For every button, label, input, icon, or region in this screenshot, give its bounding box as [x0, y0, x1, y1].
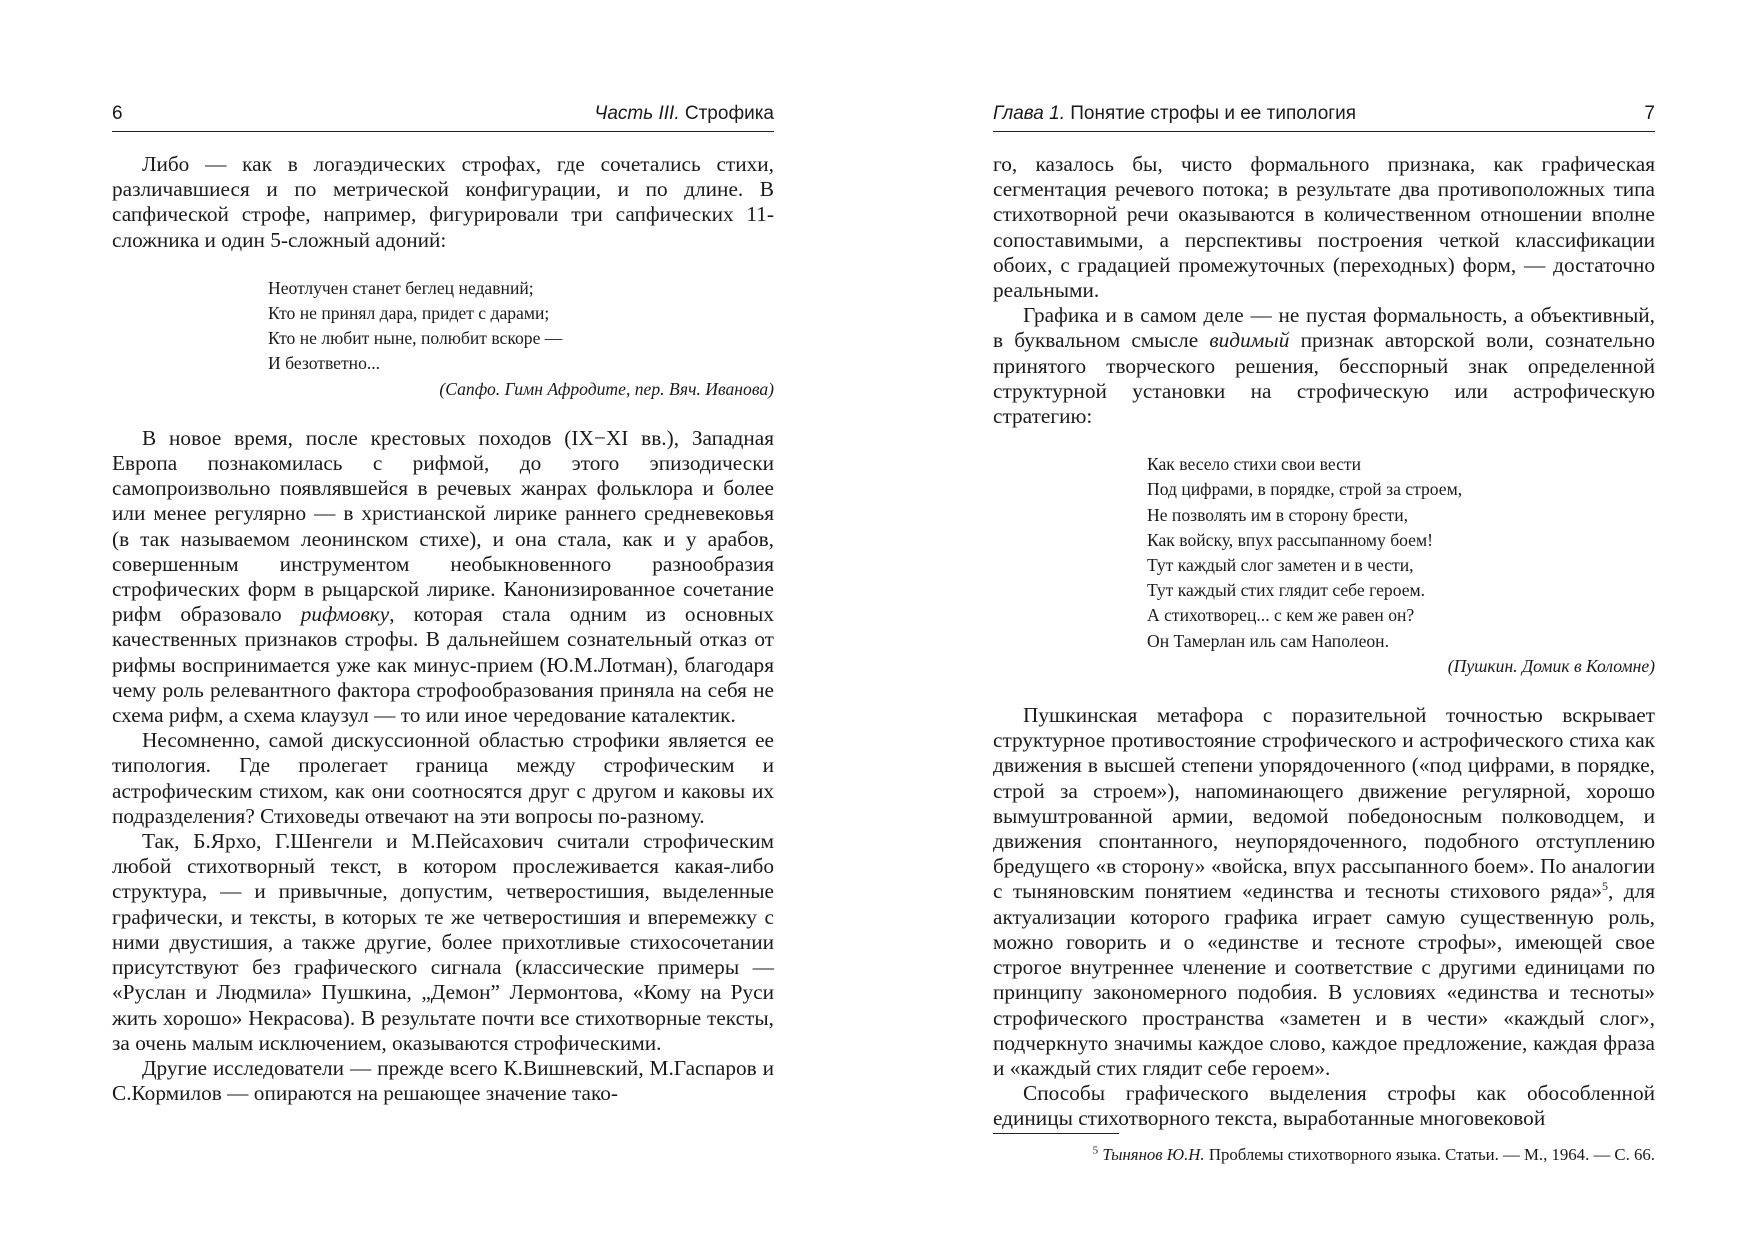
paragraph [112, 426, 774, 728]
verse-line: А стихотворец... с кем же равен он? [1147, 605, 1415, 626]
paragraph-text: признак авторской воли, сознательно принятого творческого решения, бесспорный знак определенной структурной установки на строфическую или астрофическую стратегию: [993, 328, 1655, 429]
footnote-text: Проблемы стихотворного языка. Статьи. — М., 1964. — С. 66. [1204, 1145, 1655, 1164]
paragraph-text: , которая стала одним из основных качественных признаков строфы. В дальнейшем сознательный отказ от рифмы воспринимается уже как минус-прием (Ю.М.Лотман), благодаря чему роль релевантного фактора строфообразования приняла на себя не схема рифм, а схема клаузул — то или иное чередование каталектик. [112, 602, 774, 728]
paragraph: Другие исследователи — прежде всего К.Вишневский, М.Гаспаров и С.Кормилов — опираются на решающее значение тако- [112, 1055, 774, 1106]
footnote-author: Тынянов Ю.Н. [1102, 1145, 1205, 1164]
verse-line: Он Тамерлан иль сам Наполеон. [1147, 630, 1389, 651]
pushkin-verse-quote [993, 452, 1655, 679]
part-label: Часть III. [594, 103, 680, 124]
paragraph: Либо — как в логаэдических строфах, где сочетались стихи, различавшиеся и по метрической конфигурации, и по длине. В сапфической строфе, например, фигурировали три сапфических 11-сложника и один 5-сложный адоний: [112, 152, 774, 252]
part-title [595, 103, 774, 125]
paragraph [993, 703, 1655, 1081]
paragraph: Несомненно, самой дискуссионной областью строфики является ее типология. Где пролегает граница между строфическим и астрофическим стихом, как они соотносятся друг с другом и каковы их подразделения? Стиховеды отвечают на эти вопросы по-разному. [112, 728, 774, 828]
verse-line: Под цифрами, в порядке, строй за строем, [1147, 479, 1463, 500]
paragraph-text: , для актуализации которого графика играет самую существенную роль, можно говорить и о «единстве и тесноте строфы», имеющей свое строгое внутреннее членение и соответствие с другими единицами по принципу закономерного подобия. В условиях «единства и тесноты» строфического пространства «заметен и в чести» «каждый слог», подчеркнуто значимы каждое слово, каждое предложение, каждая фраза и «каждый стих глядит себе героем». [993, 879, 1655, 1080]
part-name: Строфика [679, 103, 774, 124]
verse-line: И безответно... [268, 353, 381, 374]
emphasis: рифмовку [300, 602, 390, 627]
verse-line: Не позволять им в сторону брести, [1147, 504, 1409, 525]
verse-line: Неотлучен станет беглец недавний; [268, 277, 534, 298]
footnote-number: 5 [1092, 1144, 1099, 1157]
verse-line: Как войску, впух рассыпанному боем! [1147, 529, 1433, 550]
verse-source: (Пушкин. Домик в Коломне) [1447, 655, 1655, 676]
verse-line: Тут каждый слог заметен и в чести, [1147, 555, 1414, 576]
paragraph: го, казалось бы, чисто формального признака, как графическая сегментация речевого потока; в результате два противоположных типа стихотворной речи оказываются в количественном отношении вполне сопоставимыми, а перспективы построения четкой классификации обоих, с градацией промежуточных (переходных) форм, — достаточно реальными. [993, 152, 1655, 303]
paragraph-text: Графика и в самом деле — не пустая формальность, а объективный, в буквальном смысле [993, 303, 1655, 353]
paragraph: Так, Б.Ярхо, Г.Шенгели и М.Пейсахович считали строфическим любой стихотворный текст, в котором прослеживается какая-либо структура, — и привычные, допустим, четверостишия, выделенные графически, и тексты, в которых те же четверостишия и вперемежку с ними двустишия, а также другие, более прихотливые стихосочетании присутствуют без графического сигнала (классические примеры — «Руслан и Людмила» Пушкина, „Демон” Лермонтова, «Кому на Руси жить хорошо» Некрасова). В результате почти все стихотворные тексты, за очень малым исключением, оказываются строфическими. [112, 829, 774, 1055]
paragraph-text: Пушкинская метафора с поразительной точностью вскрывает структурное противостояние строфического и астрофического стиха как движения в высшей степени упорядоченного («под цифрами, в порядке, строй за строем»), напоминающего движение регулярной, хорошо вымуштрованной армии, ведомой победоносным полководцем, и движения спонтанного, неупорядоченного, подобного отступлению бредущего «в сторону» «войска, впух рассыпанного боем». По аналогии с тыняновским понятием «единства и тесноты стихового ряда» [993, 703, 1655, 904]
emphasis: видимый [1209, 328, 1290, 353]
verse-line: Кто не любит ныне, полюбит вскоре — [268, 328, 563, 349]
footnote-reference: 5 [1602, 879, 1608, 894]
footnote-rule [993, 1133, 1119, 1134]
paragraph-text: В новое время, после крестовых походов (IX−XI вв.), Западная Европа познакомилась с рифмой, до этого эпизодически самопроизвольно появлявшейся в речевых жанрах фольклора и более или менее регулярно — в христианской лирике раннего средневековья (в так называемом леонинском стихе), и она стала, как и у арабов, совершенным инструментом необыкновенного разнообразия строфических форм в рыцарской лирике. Канонизированное сочетание рифм образовало [112, 425, 774, 627]
chapter-name: Понятие строфы и ее типология [1064, 103, 1357, 124]
paragraph [993, 303, 1655, 429]
verse-source: (Сапфо. Гимн Афродите, пер. Вяч. Иванова) [439, 378, 774, 399]
chapter-title [993, 103, 1356, 125]
left-page-number: 6 [112, 103, 123, 124]
footnote [993, 1145, 1655, 1165]
sappho-verse-quote [112, 276, 774, 402]
verse-line: Кто не принял дара, придет с дарами; [268, 303, 550, 324]
left-running-header [112, 103, 774, 132]
right-page-number: 7 [1644, 103, 1655, 124]
right-running-header [993, 103, 1655, 132]
verse-line: Тут каждый стих глядит себе героем. [1147, 580, 1426, 601]
left-body-text [112, 152, 774, 1106]
paragraph: Способы графического выделения строфы как обособленной единицы стихотворного текста, выработанные многовековой [993, 1081, 1655, 1131]
verse-line: Как весело стихи свои вести [1147, 454, 1362, 475]
left-page [112, 0, 774, 1240]
right-body-text [993, 152, 1655, 1132]
chapter-label: Глава 1. [993, 103, 1065, 124]
right-page [993, 0, 1655, 1240]
